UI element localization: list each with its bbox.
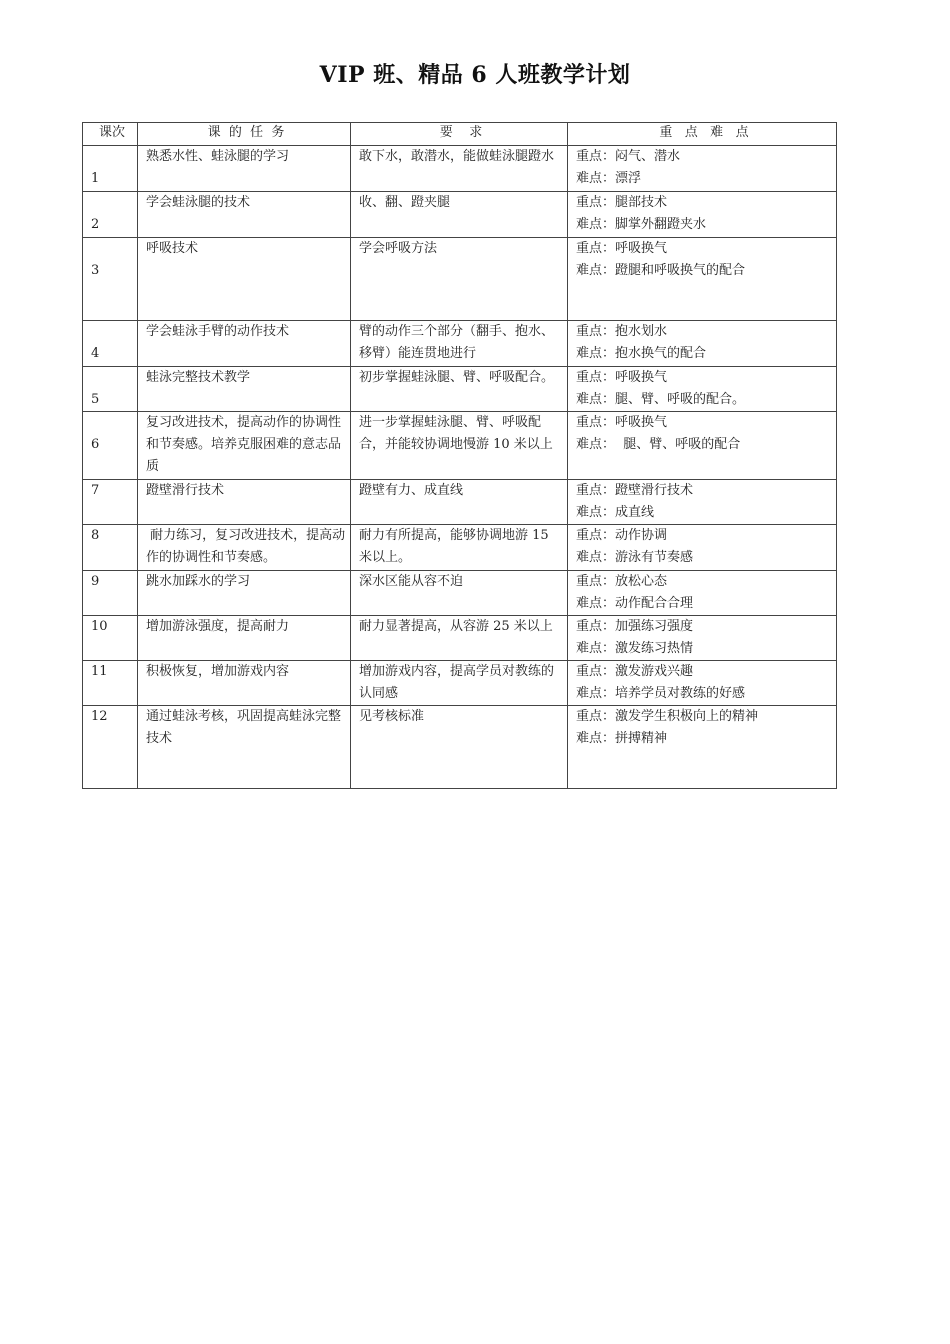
- key-difficulty-cell: [568, 616, 837, 661]
- key-point: 重点：呼吸换气: [576, 415, 668, 430]
- task-cell: 复习改进技术，提高动作的协调性和节奏感。培养克服困难的意志品质: [138, 412, 351, 480]
- key-point: 重点：激发学生积极向上的精神: [576, 709, 759, 724]
- difficulty-point: 难点：动作配合合理: [576, 596, 694, 611]
- table-row: [83, 367, 837, 412]
- lesson-number-cell: [83, 192, 138, 238]
- table-row: [83, 661, 837, 706]
- table-row: [83, 616, 837, 661]
- key-point: 重点：动作协调: [576, 528, 668, 543]
- lesson-number: 8: [91, 528, 100, 543]
- task-cell: 蛙泳完整技术教学: [138, 367, 351, 412]
- key-difficulty-cell: [568, 661, 837, 706]
- table-row: [83, 706, 837, 789]
- difficulty-point: 难点：抱水换气的配合: [576, 346, 707, 361]
- lesson-number-cell: [83, 238, 138, 321]
- task-cell: 呼吸技术: [138, 238, 351, 321]
- task-cell: 增加游泳强度，提高耐力: [138, 616, 351, 661]
- table-row: [83, 321, 837, 367]
- table-row: [83, 192, 837, 238]
- key-point: 重点：抱水划水: [576, 324, 668, 339]
- lesson-number: 3: [91, 263, 100, 278]
- lesson-number: 12: [91, 709, 108, 724]
- lesson-number: 11: [91, 664, 108, 679]
- lesson-number-cell: [83, 367, 138, 412]
- table-row: [83, 525, 837, 571]
- table-row: [83, 238, 837, 321]
- table-row: [83, 571, 837, 616]
- lesson-number-cell: [83, 480, 138, 525]
- key-difficulty-cell: [568, 238, 837, 321]
- difficulty-point: 难点：成直线: [576, 505, 655, 520]
- key-point: 重点：呼吸换气: [576, 241, 668, 256]
- key-point: 重点：加强练习强度: [576, 619, 694, 634]
- difficulty-point: 难点：漂浮: [576, 171, 642, 186]
- key-point: 重点：放松心态: [576, 574, 668, 589]
- key-difficulty-cell: [568, 480, 837, 525]
- lesson-number: 2: [91, 217, 100, 232]
- requirement-cell: 蹬壁有力、成直线: [351, 480, 568, 525]
- task-cell: 学会蛙泳手臂的动作技术: [138, 321, 351, 367]
- document-title: VIP 班、精品 6 人班教学计划: [319, 62, 631, 88]
- lesson-number-cell: [83, 616, 138, 661]
- key-point: 重点：呼吸换气: [576, 370, 668, 385]
- lesson-number: 1: [91, 171, 100, 186]
- lesson-number-cell: [83, 321, 138, 367]
- key-point: 重点：蹬壁滑行技术: [576, 483, 694, 498]
- key-difficulty-cell: [568, 706, 837, 789]
- requirement-cell: 收、翻、蹬夹腿: [351, 192, 568, 238]
- key-difficulty-cell: [568, 146, 837, 192]
- table-body: [83, 146, 837, 789]
- table-row: [83, 146, 837, 192]
- requirement-cell: 初步掌握蛙泳腿、臂、呼吸配合。: [351, 367, 568, 412]
- task-cell: 蹬壁滑行技术: [138, 480, 351, 525]
- task-cell: 耐力练习，复习改进技术，提高动作的协调性和节奏感。: [138, 525, 351, 571]
- requirement-cell: 增加游戏内容，提高学员对教练的认同感: [351, 661, 568, 706]
- table-row: [83, 412, 837, 480]
- key-difficulty-cell: [568, 525, 837, 571]
- header-task: 课 的 任 务: [138, 123, 351, 146]
- key-point: 重点：激发游戏兴趣: [576, 664, 694, 679]
- difficulty-point: 难点：蹬腿和呼吸换气的配合: [576, 263, 746, 278]
- key-point: 重点：闷气、潜水: [576, 149, 681, 164]
- lesson-number: 7: [91, 483, 100, 498]
- lesson-number-cell: [83, 146, 138, 192]
- key-point: 重点：腿部技术: [576, 195, 668, 210]
- lesson-number-cell: [83, 525, 138, 571]
- task-cell: 通过蛙泳考核，巩固提高蛙泳完整技术: [138, 706, 351, 789]
- requirement-cell: 敢下水，敢潜水，能做蛙泳腿蹬水: [351, 146, 568, 192]
- lesson-number: 9: [91, 574, 100, 589]
- header-key-difficulty: 重 点 难 点: [568, 123, 837, 146]
- difficulty-point: 难点：腿、臂、呼吸的配合。: [576, 392, 746, 407]
- teaching-plan-table: [82, 122, 837, 789]
- difficulty-point: 难点：拼搏精神: [576, 731, 668, 746]
- task-cell: 熟悉水性、蛙泳腿的学习: [138, 146, 351, 192]
- header-requirement: 要 求: [351, 123, 568, 146]
- key-difficulty-cell: [568, 412, 837, 480]
- key-difficulty-cell: [568, 321, 837, 367]
- requirement-cell: 耐力显著提高，从容游 25 米以上: [351, 616, 568, 661]
- difficulty-point: 难点：脚掌外翻蹬夹水: [576, 217, 707, 232]
- difficulty-point: 难点： 腿、臂、呼吸的配合: [576, 437, 741, 452]
- lesson-number-cell: [83, 661, 138, 706]
- requirement-cell: 臂的动作三个部分（翻手、抱水、移臂）能连贯地进行: [351, 321, 568, 367]
- requirement-cell: 学会呼吸方法: [351, 238, 568, 321]
- difficulty-point: 难点：激发练习热情: [576, 641, 694, 656]
- requirement-cell: 深水区能从容不迫: [351, 571, 568, 616]
- task-cell: 积极恢复，增加游戏内容: [138, 661, 351, 706]
- lesson-number: 5: [91, 392, 100, 407]
- table-row: [83, 480, 837, 525]
- key-difficulty-cell: [568, 571, 837, 616]
- table-header-row: [83, 123, 837, 146]
- lesson-number-cell: [83, 706, 138, 789]
- lesson-number: 6: [91, 437, 100, 452]
- header-lesson-no: 课次: [83, 123, 138, 146]
- key-difficulty-cell: [568, 192, 837, 238]
- difficulty-point: 难点：游泳有节奏感: [576, 550, 694, 565]
- lesson-number: 4: [91, 346, 100, 361]
- requirement-cell: 见考核标准: [351, 706, 568, 789]
- lesson-number-cell: [83, 571, 138, 616]
- requirement-cell: 进一步掌握蛙泳腿、臂、呼吸配合，并能较协调地慢游 10 米以上: [351, 412, 568, 480]
- task-cell: 学会蛙泳腿的技术: [138, 192, 351, 238]
- lesson-number: 10: [91, 619, 108, 634]
- key-difficulty-cell: [568, 367, 837, 412]
- task-cell: 跳水加踩水的学习: [138, 571, 351, 616]
- lesson-number-cell: [83, 412, 138, 480]
- difficulty-point: 难点：培养学员对教练的好感: [576, 686, 746, 701]
- requirement-cell: 耐力有所提高，能够协调地游 15 米以上。: [351, 525, 568, 571]
